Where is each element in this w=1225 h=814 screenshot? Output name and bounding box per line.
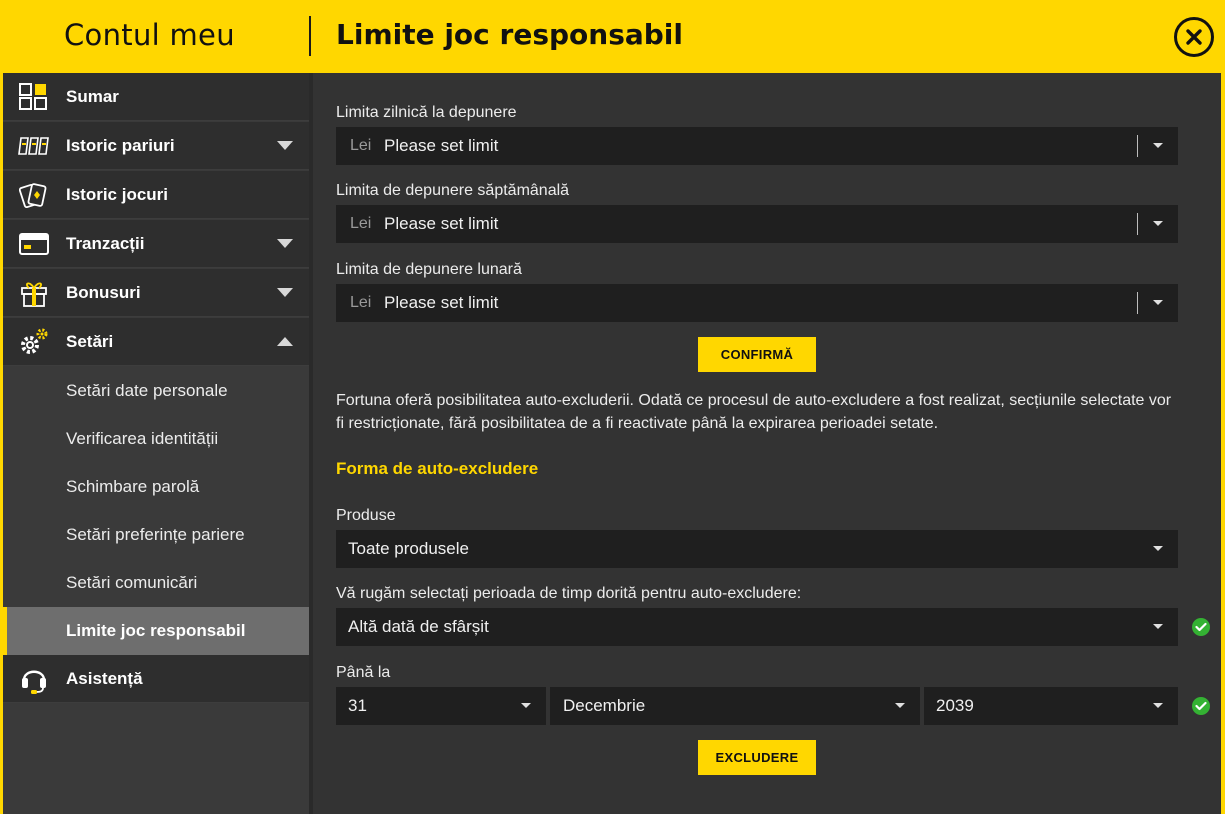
header-bar: [0, 0, 1225, 73]
sidebar-item-label: Istoric pariuri: [66, 136, 175, 155]
sidebar-item-setari[interactable]: [3, 318, 309, 366]
dropdown-divider: [1137, 213, 1138, 235]
header-divider: [309, 16, 311, 56]
day-select[interactable]: [336, 687, 546, 725]
sidebar-subitem-label: Setări preferințe pariere: [66, 525, 245, 544]
wallet-icon: [18, 230, 50, 258]
sidebar-subitem-label: Schimbare parolă: [66, 477, 200, 496]
self-exclusion-description: Fortuna oferă posibilitatea auto-excluderii. Odată ce procesul de auto-excludere a fost realizat, secțiunile selectate vor fi restricționate, fără posibilitatea de a fi reactivate până la expirarea perioadei setate.: [336, 392, 1172, 432]
sidebar-subitem-label: Limite joc responsabil: [66, 621, 246, 640]
headset-icon: [18, 665, 50, 693]
valid-check-icon: [1192, 697, 1210, 715]
sidebar-subitem-label: Setări date personale: [66, 381, 228, 400]
products-value: Toate produsele: [348, 539, 469, 558]
currency-label: Lei: [350, 137, 372, 154]
sidebar-subitem-setari-date-personale[interactable]: [3, 367, 309, 415]
sidebar-subitem-limite-joc-responsabil[interactable]: [3, 607, 309, 655]
section-title: Forma de auto-excludere: [336, 459, 539, 478]
limit-value: Please set limit: [384, 136, 499, 155]
year-select[interactable]: [924, 687, 1178, 725]
day-value: 31: [348, 696, 367, 715]
active-indicator: [0, 607, 7, 655]
sidebar-item-istoric-pariuri[interactable]: [3, 122, 309, 170]
close-button[interactable]: [1174, 17, 1214, 57]
sidebar-item-label: Bonusuri: [66, 283, 141, 302]
caret-down-icon: [1153, 300, 1163, 305]
year-value: 2039: [936, 696, 974, 715]
sidebar-item-sumar[interactable]: [3, 73, 309, 121]
chevron-down-icon: [277, 239, 293, 248]
exclude-button[interactable]: EXCLUDERE: [698, 740, 816, 775]
frame-right-border: [1221, 73, 1225, 814]
sidebar-subitem-setari-comunicari[interactable]: [3, 559, 309, 607]
sidebar-item-tranzactii[interactable]: [3, 220, 309, 268]
products-select[interactable]: [336, 530, 1178, 568]
dropdown-divider: [1137, 292, 1138, 314]
summary-icon: [18, 83, 50, 111]
caret-down-icon: [1153, 221, 1163, 226]
weekly-limit-label: Limita de depunere săptămânală: [336, 182, 570, 199]
until-label: Până la: [336, 664, 391, 681]
period-value: Altă dată de sfârșit: [348, 617, 489, 636]
limit-value: Please set limit: [384, 214, 499, 233]
main-content: [313, 73, 1221, 814]
gift-icon: [18, 279, 50, 307]
daily-limit-dropdown[interactable]: [336, 127, 1178, 165]
period-select[interactable]: [336, 608, 1178, 646]
sidebar-item-label: Sumar: [66, 87, 119, 106]
products-label: Produse: [336, 507, 396, 524]
period-label: Vă rugăm selectați perioada de timp dorită pentru auto-excludere:: [336, 585, 802, 602]
sidebar-item-label: Asistență: [66, 669, 143, 688]
bet-slips-icon: [18, 132, 50, 160]
sidebar-item-label: Setări: [66, 332, 114, 351]
close-icon: [1184, 27, 1204, 47]
confirm-button[interactable]: CONFIRMĂ: [698, 337, 816, 372]
month-select[interactable]: [550, 687, 920, 725]
cards-icon: [18, 181, 50, 209]
caret-down-icon: [1153, 143, 1163, 148]
monthly-limit-dropdown[interactable]: [336, 284, 1178, 322]
monthly-limit-label: Limita de depunere lunară: [336, 261, 522, 278]
caret-down-icon: [1153, 546, 1163, 551]
sidebar: [3, 73, 309, 814]
sidebar-item-bonusuri[interactable]: [3, 269, 309, 317]
daily-limit-label: Limita zilnică la depunere: [336, 104, 517, 121]
account-title: Contul meu: [64, 18, 235, 52]
sidebar-subitem-schimbare-parola[interactable]: [3, 463, 309, 511]
sidebar-subitem-label: Verificarea identității: [66, 429, 219, 448]
page-title: Limite joc responsabil: [336, 18, 683, 51]
gears-icon: [18, 328, 50, 356]
month-value: Decembrie: [563, 696, 646, 715]
dropdown-divider: [1137, 135, 1138, 157]
caret-down-icon: [521, 703, 531, 708]
chevron-up-icon: [277, 337, 293, 346]
sidebar-item-label: Istoric jocuri: [66, 185, 169, 204]
sidebar-subitem-label: Setări comunicări: [66, 573, 198, 592]
currency-label: Lei: [350, 294, 372, 311]
sidebar-item-istoric-jocuri[interactable]: [3, 171, 309, 219]
limit-value: Please set limit: [384, 293, 499, 312]
chevron-down-icon: [277, 288, 293, 297]
caret-down-icon: [1153, 703, 1163, 708]
sidebar-subitem-setari-preferinte-pariere[interactable]: [3, 511, 309, 559]
valid-check-icon: [1192, 618, 1210, 636]
currency-label: Lei: [350, 215, 372, 232]
caret-down-icon: [1153, 624, 1163, 629]
sidebar-item-asistenta[interactable]: [3, 655, 309, 703]
sidebar-subitem-verificarea-identitatii[interactable]: [3, 415, 309, 463]
caret-down-icon: [895, 703, 905, 708]
weekly-limit-dropdown[interactable]: [336, 205, 1178, 243]
chevron-down-icon: [277, 141, 293, 150]
sidebar-item-label: Tranzacții: [66, 234, 145, 253]
